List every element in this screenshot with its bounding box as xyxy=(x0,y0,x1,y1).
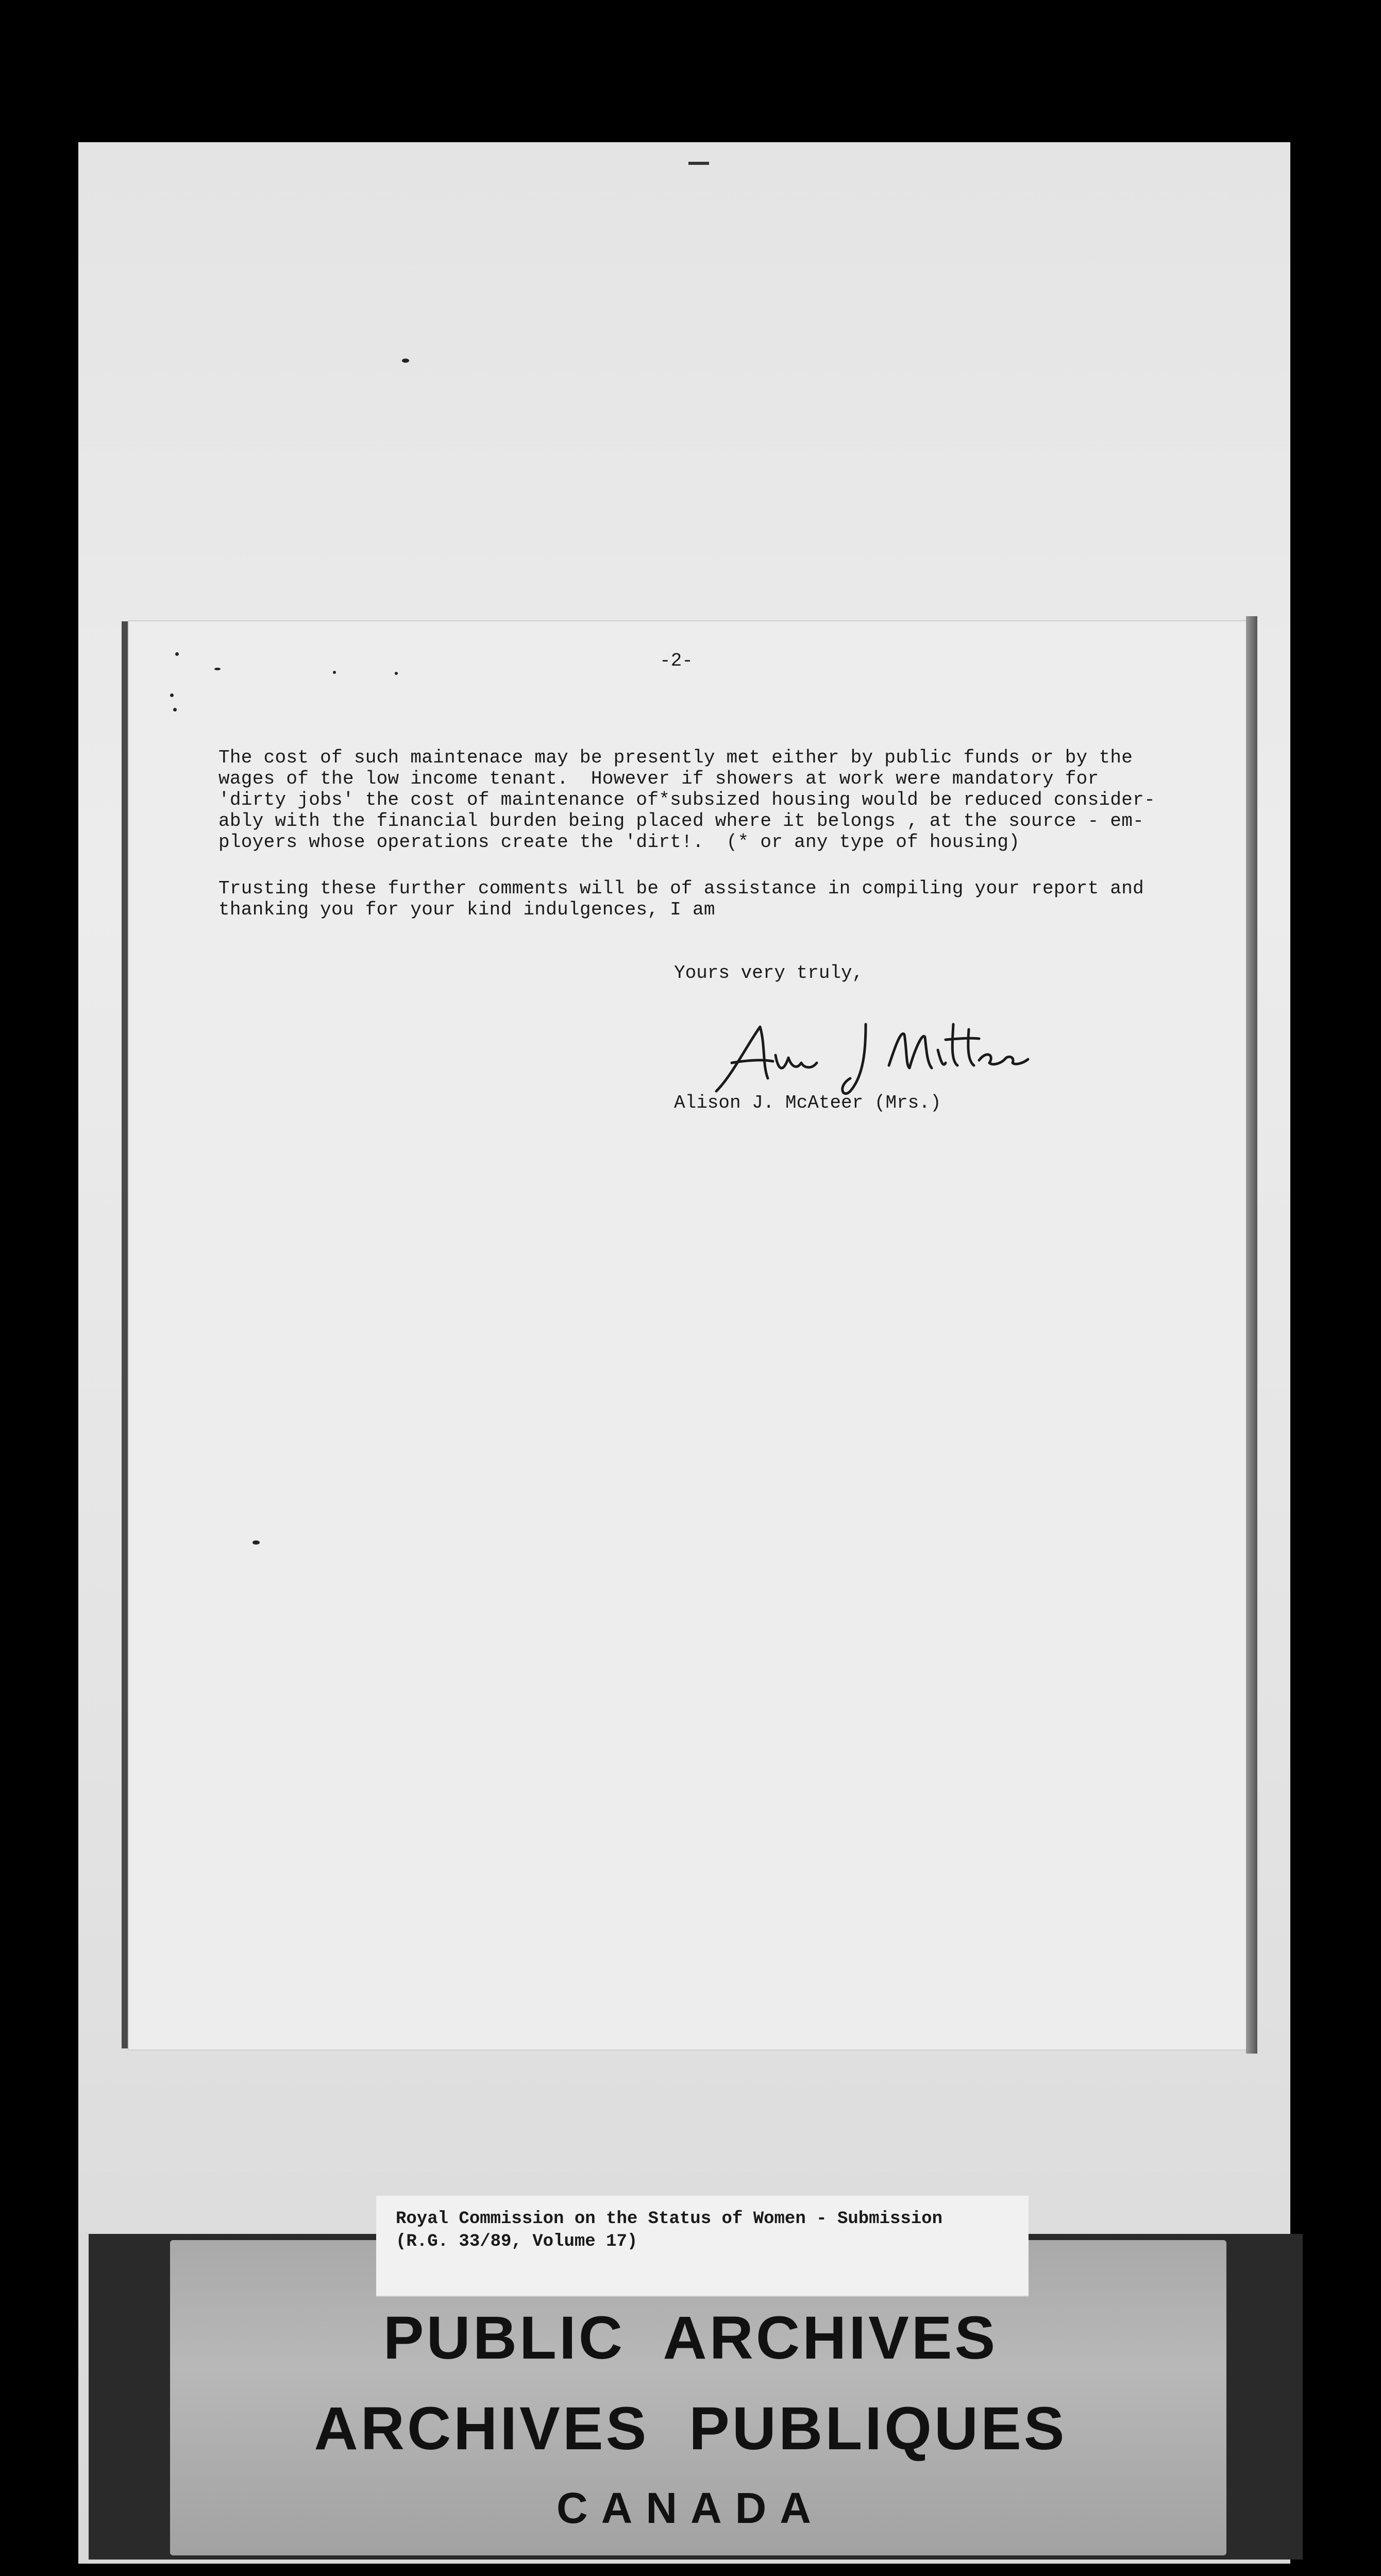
text-line: 'dirty jobs' the cost of maintenance of*subsized housing would be reduced consider- xyxy=(218,789,1155,810)
closing: Yours very truly, xyxy=(674,962,864,984)
speck xyxy=(170,693,174,697)
stamp-line-1: PUBLIC ARCHIVES xyxy=(383,2304,998,2372)
speck xyxy=(252,1540,260,1545)
page-edge-right xyxy=(1246,616,1257,2054)
paragraph-1 xyxy=(218,747,1155,853)
text-line: ployers whose operations create the 'dirt!. (* or any type of housing) xyxy=(218,832,1020,853)
page-number: -2- xyxy=(660,650,693,671)
speck xyxy=(395,672,398,675)
signature xyxy=(711,1014,1031,1101)
paragraph-2 xyxy=(218,878,1144,920)
signer-name: Alison J. McAteer (Mrs.) xyxy=(674,1092,941,1113)
text-line: ably with the financial burden being placed where it belongs , at the source - em- xyxy=(218,810,1144,832)
speck xyxy=(214,668,221,670)
speck xyxy=(333,671,336,674)
speck xyxy=(402,359,409,363)
backing-mark xyxy=(688,162,709,165)
text-line: The cost of such maintenace may be presently met either by public funds or by the xyxy=(218,747,1133,768)
slip-line-2: (R.G. 33/89, Volume 17) xyxy=(396,2232,638,2251)
speck xyxy=(173,708,177,711)
slip-line-1: Royal Commission on the Status of Women - Submission xyxy=(396,2209,942,2229)
speck xyxy=(175,652,179,656)
stamp-line-3: CANADA xyxy=(557,2484,824,2532)
text-line: Trusting these further comments will be of assistance in compiling your report and xyxy=(218,878,1144,899)
stamp-line-2: ARCHIVES PUBLIQUES xyxy=(314,2395,1067,2463)
text-line: wages of the low income tenant. However if showers at work were mandatory for xyxy=(218,768,1099,789)
text-line: thanking you for your kind indulgences, I am xyxy=(218,899,715,920)
